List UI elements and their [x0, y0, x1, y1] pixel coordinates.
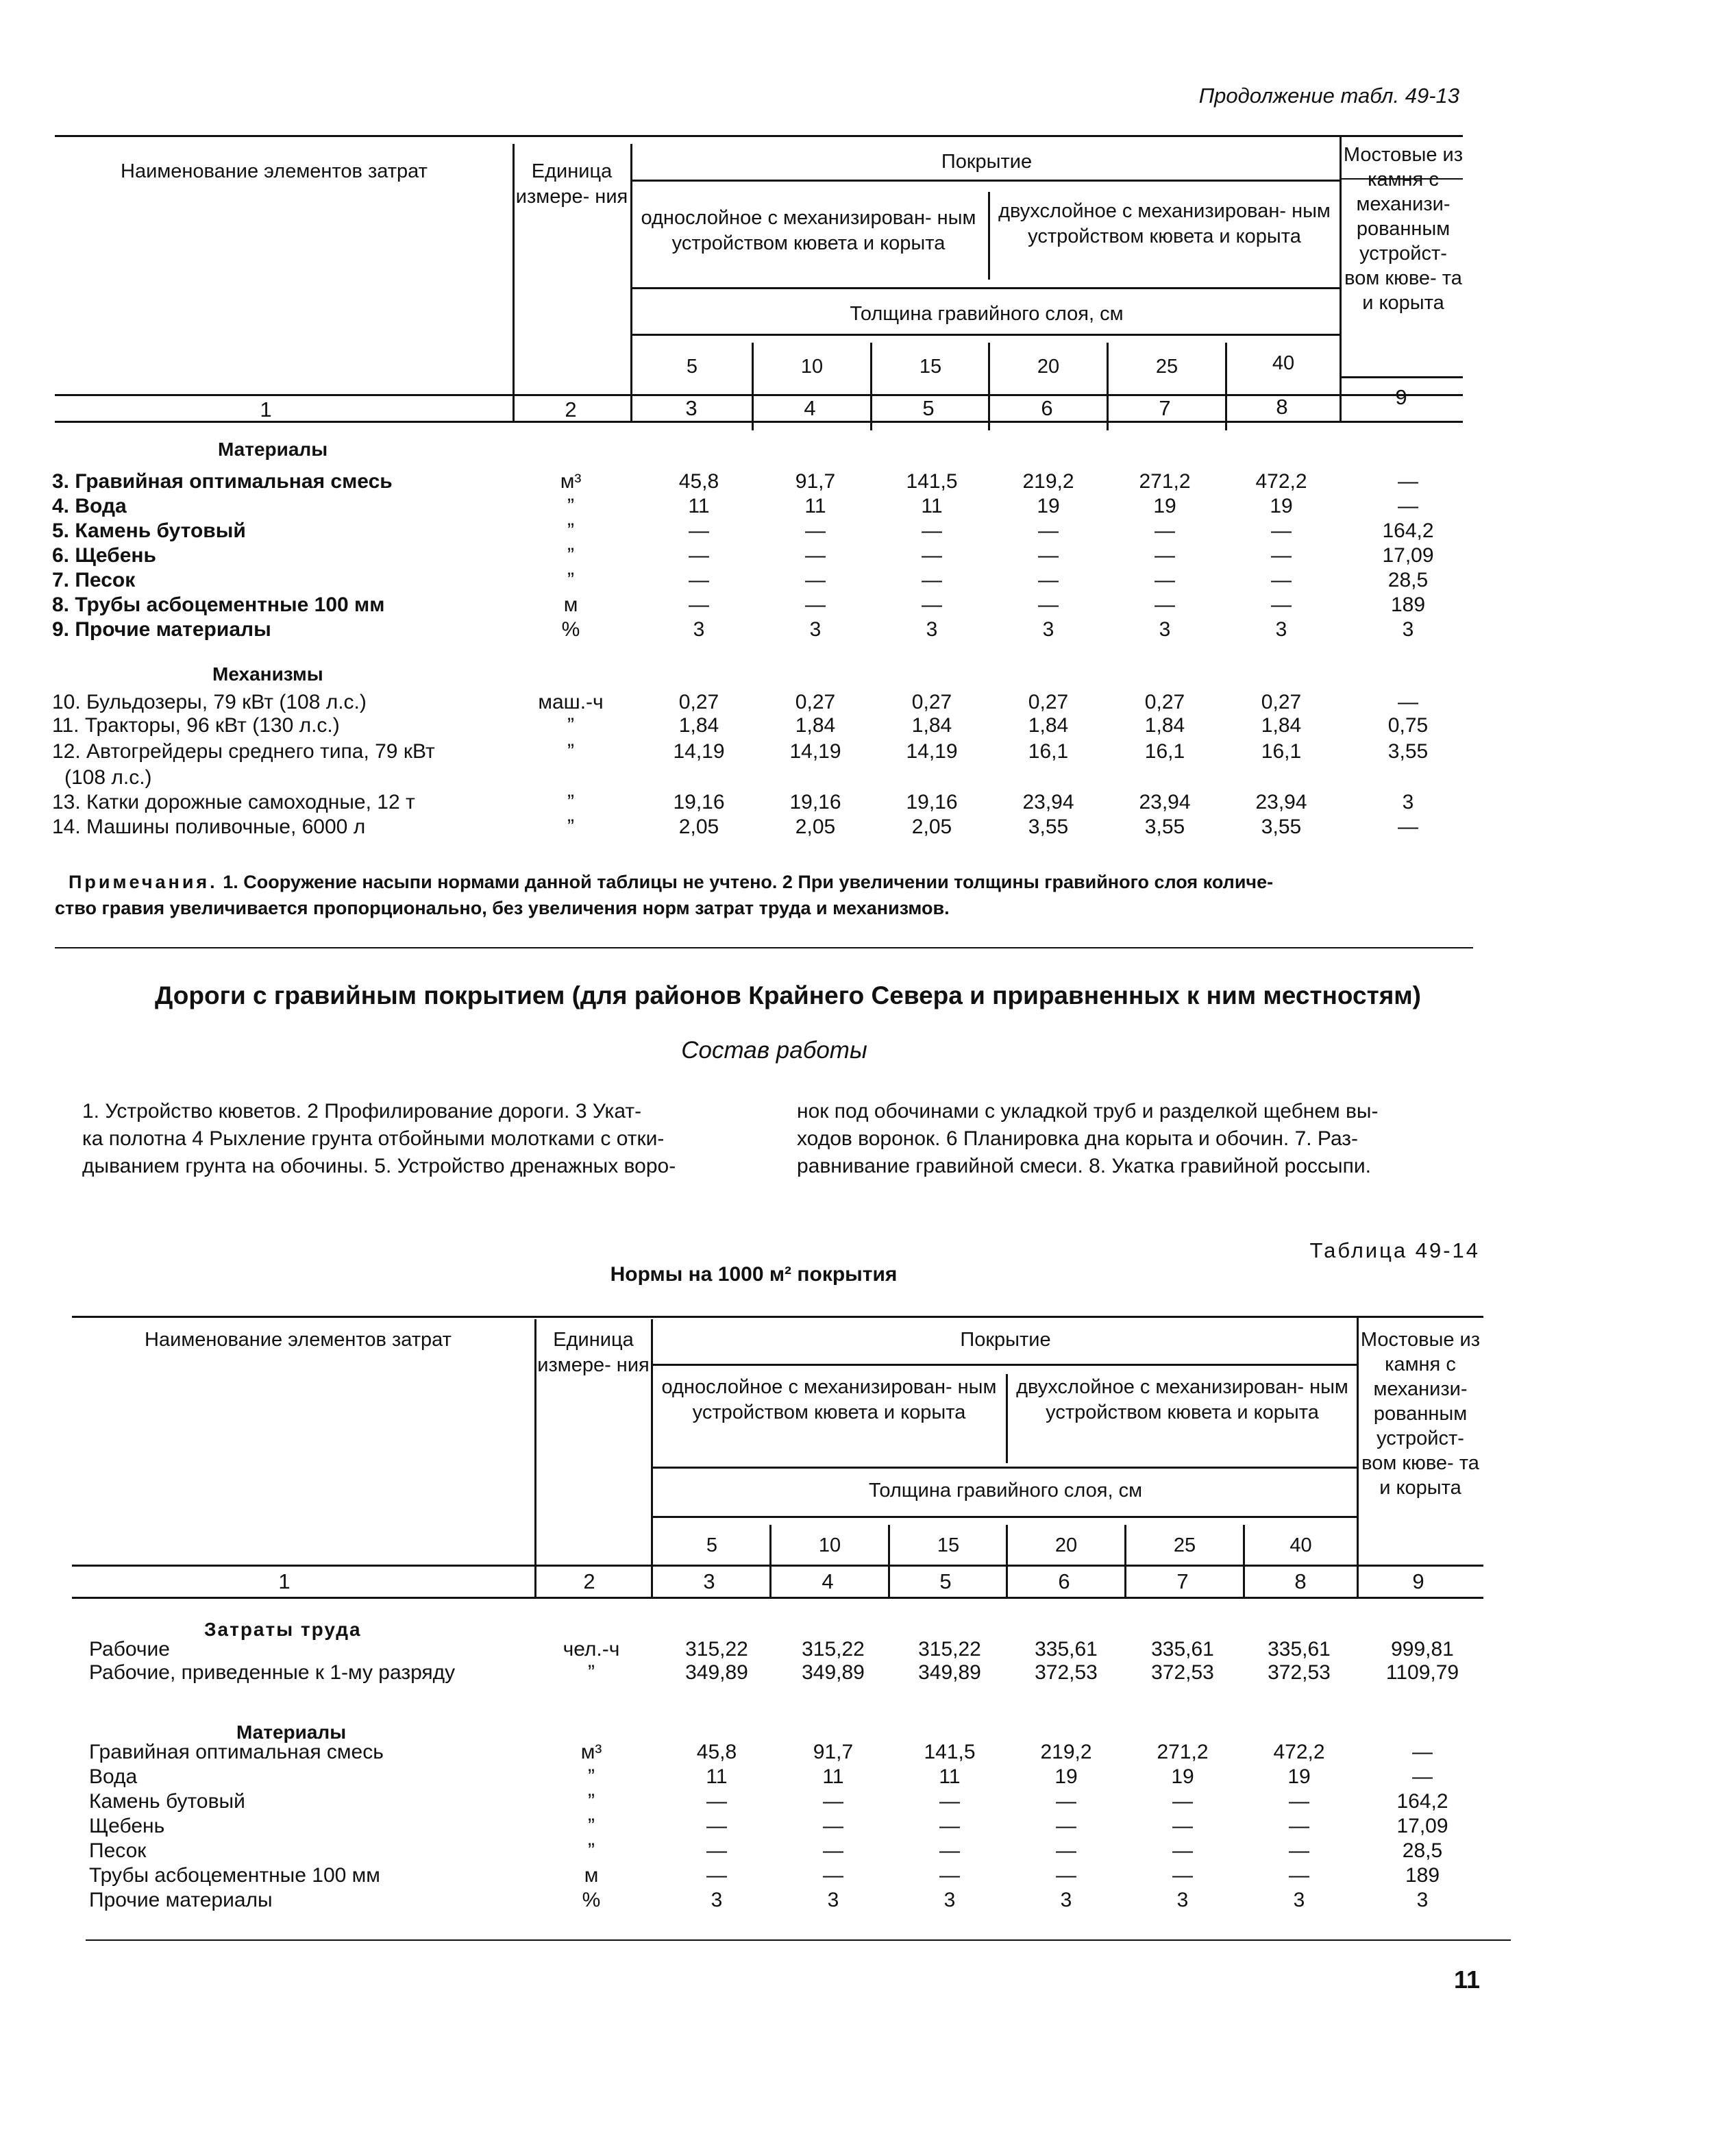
- work-title: Состав работы: [681, 1037, 867, 1064]
- cell-value: 1,84: [1144, 714, 1185, 737]
- cell-value: 11: [822, 1765, 844, 1788]
- cell-value: 349,89: [802, 1661, 865, 1684]
- col-number: 6: [1041, 396, 1053, 420]
- section-machines: Механизмы: [212, 663, 323, 685]
- rule: [630, 334, 1340, 336]
- thickness-10: 10: [818, 1534, 841, 1556]
- cell-value: 16,1: [1261, 740, 1302, 763]
- cell-value: 164,2: [1396, 1790, 1448, 1813]
- section-title: Дороги с гравийным покрытием (для районов Крайнего Севера и приравненных к ним местностям): [155, 981, 1421, 1009]
- cell-value: 16,1: [1144, 740, 1185, 763]
- cell-value: 17,09: [1396, 1815, 1448, 1837]
- cell-value: —: [823, 1864, 843, 1887]
- row-unit: ”: [588, 1661, 595, 1684]
- row-name: 10. Бульдозеры, 79 кВт (108 л.с.): [52, 691, 367, 713]
- cell-value: 349,89: [685, 1661, 748, 1684]
- header-thickness: Толщина гравийного слоя, см: [868, 1480, 1143, 1502]
- header-paving: Мостовые из камня с механизи- рованным устройст- вом кюве- та и корыта: [1343, 144, 1464, 314]
- cell-value: 141,5: [906, 470, 958, 493]
- table-row: [0, 593, 1728, 620]
- col-number: 5: [922, 396, 935, 420]
- cell-value: —: [922, 519, 942, 542]
- cell-value: —: [1172, 1790, 1193, 1813]
- table-row: [0, 1790, 1728, 1816]
- cell-value: —: [1398, 470, 1418, 493]
- thickness-15: 15: [937, 1534, 960, 1556]
- cell-value: —: [1056, 1790, 1076, 1813]
- row-name: 7. Песок: [52, 569, 136, 591]
- row-unit: ”: [567, 569, 574, 591]
- col-number: 1: [278, 1569, 291, 1593]
- rule: [513, 144, 515, 421]
- cell-value: —: [1398, 495, 1418, 517]
- cell-value: 91,7: [813, 1741, 854, 1763]
- cell-value: —: [1289, 1864, 1309, 1887]
- cell-value: —: [1271, 544, 1292, 567]
- cell-value: 11: [688, 495, 710, 517]
- cell-value: 3: [1042, 618, 1054, 641]
- rule: [630, 287, 1340, 289]
- section-materials: Материалы: [236, 1722, 347, 1743]
- cell-value: 472,2: [1255, 470, 1307, 493]
- cell-value: —: [823, 1790, 843, 1813]
- table-row: [0, 1741, 1728, 1767]
- col-number: 1: [260, 397, 272, 421]
- rule: [630, 180, 1340, 182]
- rule: [55, 135, 1463, 137]
- cell-value: —: [1271, 593, 1292, 616]
- rule: [651, 1319, 653, 1597]
- header-single: однослойное с механизирован- ным устройством кювета и корыта: [661, 1376, 997, 1423]
- header-thickness: Толщина гравийного слоя, см: [850, 303, 1124, 325]
- cell-value: 189: [1405, 1864, 1440, 1887]
- thickness-10: 10: [800, 356, 824, 378]
- cell-value: 315,22: [802, 1638, 865, 1661]
- col-number: 3: [685, 396, 698, 420]
- table-row: [0, 495, 1728, 521]
- cell-value: —: [805, 544, 826, 567]
- cell-value: —: [1172, 1864, 1193, 1887]
- thickness-25: 25: [1155, 356, 1178, 378]
- rule: [1340, 384, 1342, 421]
- cell-value: 14,19: [673, 740, 725, 763]
- cell-value: 0,27: [911, 691, 952, 713]
- cell-value: 19: [1153, 495, 1176, 517]
- cell-value: 3: [1293, 1889, 1305, 1911]
- row-unit: маш.-ч: [538, 691, 604, 713]
- row-unit: ”: [567, 816, 574, 838]
- col-number: 9: [1395, 385, 1407, 409]
- cell-value: 3: [1402, 791, 1414, 813]
- cell-value: 2,05: [678, 816, 719, 838]
- cell-value: 2,05: [795, 816, 836, 838]
- cell-value: 16,1: [1028, 740, 1069, 763]
- cell-value: 14,19: [789, 740, 841, 763]
- cell-value: 335,61: [1151, 1638, 1214, 1661]
- rule: [55, 394, 1463, 396]
- row-name-continuation: (108 л.с.): [64, 766, 152, 789]
- row-unit: ”: [567, 714, 574, 737]
- cell-value: 372,53: [1151, 1661, 1214, 1684]
- rule: [651, 1364, 1357, 1366]
- section-labor: Затраты труда: [204, 1619, 362, 1640]
- cell-value: —: [1398, 691, 1418, 713]
- col-number: 2: [583, 1569, 595, 1593]
- row-name: 3. Гравийная оптимальная смесь: [52, 470, 393, 493]
- rule: [55, 947, 1473, 948]
- cell-value: —: [1289, 1839, 1309, 1862]
- cell-value: 11: [921, 495, 943, 517]
- cell-value: —: [1289, 1815, 1309, 1837]
- cell-value: 3: [1402, 618, 1414, 641]
- cell-value: —: [1155, 544, 1175, 567]
- cell-value: 11: [706, 1765, 728, 1788]
- row-unit: ”: [567, 519, 574, 542]
- cell-value: 3,55: [1144, 816, 1185, 838]
- work-line: 1. Устройство кюветов. 2 Профилирование дороги. 3 Укат-: [82, 1100, 642, 1123]
- cell-value: —: [1038, 569, 1059, 591]
- work-line: дыванием грунта на обочины. 5. Устройство дренажных воро-: [82, 1155, 676, 1177]
- cell-value: —: [1155, 593, 1175, 616]
- cell-value: —: [1172, 1839, 1193, 1862]
- cell-value: 3: [926, 618, 938, 641]
- row-name: Рабочие: [89, 1638, 170, 1661]
- cell-value: 0,27: [1261, 691, 1302, 713]
- row-unit: м: [584, 1864, 599, 1887]
- cell-value: —: [1398, 816, 1418, 838]
- col-number: 8: [1294, 1569, 1307, 1593]
- cell-value: 315,22: [685, 1638, 748, 1661]
- row-unit: %: [582, 1889, 601, 1911]
- thickness-20: 20: [1037, 356, 1060, 378]
- cell-value: 335,61: [1035, 1638, 1098, 1661]
- header-single: однослойное с механизирован- ным устройством кювета и корыта: [641, 207, 976, 254]
- work-line: нок под обочинами с укладкой труб и разделкой щебнем вы-: [797, 1100, 1379, 1123]
- col-number: 9: [1412, 1569, 1424, 1593]
- header-name: Наименование элементов затрат: [121, 160, 428, 182]
- cell-value: 14,19: [906, 740, 958, 763]
- row-name: 14. Машины поливочные, 6000 л: [52, 816, 366, 838]
- cell-value: 28,5: [1402, 1839, 1443, 1862]
- section-materials: Материалы: [218, 439, 328, 460]
- cell-value: —: [1289, 1790, 1309, 1813]
- cell-value: —: [689, 519, 709, 542]
- cell-value: 19: [1171, 1765, 1194, 1788]
- cell-value: —: [1038, 544, 1059, 567]
- header-unit: Единица измере- ния: [537, 1329, 650, 1376]
- header-cover: Покрытие: [941, 151, 1033, 173]
- page-number: 11: [1453, 1965, 1480, 1994]
- cell-value: 372,53: [1268, 1661, 1331, 1684]
- cell-value: —: [1271, 519, 1292, 542]
- note-text: 1. Сооружение насыпи нормами данной таблицы не учтено. 2 При увеличении толщины гравийного слоя количе-: [223, 872, 1274, 892]
- cell-value: 315,22: [918, 1638, 981, 1661]
- rule: [1006, 1374, 1008, 1463]
- table-caption: Нормы на 1000 м² покрытия: [610, 1263, 898, 1286]
- row-name: 13. Катки дорожные самоходные, 12 т: [52, 791, 415, 813]
- row-name: 11. Тракторы, 96 кВт (130 л.с.): [52, 714, 340, 737]
- cell-value: 19: [1287, 1765, 1311, 1788]
- row-unit: ”: [567, 495, 574, 517]
- notes: [55, 869, 1466, 921]
- table-row: [0, 1815, 1728, 1841]
- cell-value: 1,84: [678, 714, 719, 737]
- table-row: [0, 714, 1728, 740]
- row-name: Щебень: [89, 1815, 165, 1837]
- work-line: ходов воронок. 6 Планировка дна корыта и обочин. 7. Раз-: [797, 1127, 1359, 1150]
- table-row: [0, 544, 1728, 570]
- cell-value: —: [1155, 519, 1175, 542]
- work-line: ка полотна 4 Рыхление грунта отбойными молотками с отки-: [82, 1127, 665, 1150]
- table-row: [0, 1889, 1728, 1915]
- cell-value: —: [1412, 1741, 1433, 1763]
- cell-value: 1,84: [911, 714, 952, 737]
- thickness-25: 25: [1173, 1534, 1196, 1556]
- table-row: [0, 791, 1728, 817]
- col-number: 4: [822, 1569, 834, 1593]
- table-row: [0, 470, 1728, 496]
- row-name: Вода: [89, 1765, 138, 1788]
- cell-value: —: [1038, 519, 1059, 542]
- cell-value: 11: [804, 495, 826, 517]
- cell-value: 11: [939, 1765, 961, 1788]
- cell-value: 28,5: [1387, 569, 1429, 591]
- cell-value: 3: [1060, 1889, 1072, 1911]
- notes-label: Примечания.: [69, 872, 218, 892]
- cell-value: 19,16: [906, 791, 958, 813]
- col-number: 8: [1276, 395, 1288, 419]
- cell-value: —: [706, 1815, 727, 1837]
- cell-value: 335,61: [1268, 1638, 1331, 1661]
- cell-value: —: [1056, 1864, 1076, 1887]
- cell-value: —: [689, 569, 709, 591]
- col-number: 3: [703, 1569, 715, 1593]
- cell-value: —: [805, 569, 826, 591]
- rule: [651, 1467, 1357, 1469]
- cell-value: 19: [1037, 495, 1060, 517]
- row-unit: ”: [588, 1790, 595, 1813]
- cell-value: 0,27: [1028, 691, 1069, 713]
- cell-value: 45,8: [696, 1741, 737, 1763]
- row-unit: ”: [588, 1815, 595, 1837]
- cell-value: 3: [1159, 618, 1171, 641]
- table-row: [0, 740, 1728, 789]
- cell-value: 3: [827, 1889, 839, 1911]
- cell-value: —: [1172, 1815, 1193, 1837]
- row-unit: ”: [567, 544, 574, 567]
- rule: [72, 1597, 1483, 1599]
- table-row: [0, 816, 1728, 842]
- thickness-20: 20: [1054, 1534, 1078, 1556]
- cell-value: 0,27: [795, 691, 836, 713]
- cell-value: 3: [1176, 1889, 1189, 1911]
- cell-value: —: [1056, 1815, 1076, 1837]
- row-unit: м³: [560, 470, 582, 493]
- header-paving: Мостовые из камня с механизи- рованным устройст- вом кюве- та и корыта: [1360, 1329, 1481, 1499]
- row-name: 4. Вода: [52, 495, 127, 517]
- cell-value: 3,55: [1028, 816, 1069, 838]
- cell-value: —: [922, 544, 942, 567]
- row-unit: ”: [567, 740, 574, 763]
- col-number: 4: [804, 396, 816, 420]
- cell-value: 17,09: [1382, 544, 1434, 567]
- continuation-label: Продолжение табл. 49-13: [1198, 84, 1459, 108]
- header-name: Наименование элементов затрат: [145, 1329, 452, 1351]
- header-cover: Покрытие: [960, 1329, 1051, 1351]
- work-text-left: [82, 1098, 726, 1180]
- header-double: двухслойное с механизирован- ным устройством кювета и корыта: [1016, 1376, 1348, 1423]
- rule: [1340, 376, 1463, 378]
- col-number: 7: [1159, 396, 1171, 420]
- row-unit: ”: [588, 1839, 595, 1862]
- cell-value: 189: [1390, 593, 1426, 616]
- row-name: 8. Трубы асбоцементные 100 мм: [52, 593, 385, 616]
- cell-value: 164,2: [1382, 519, 1434, 542]
- cell-value: 45,8: [678, 470, 719, 493]
- cell-value: —: [939, 1790, 960, 1813]
- cell-value: 23,94: [1255, 791, 1307, 813]
- rule: [988, 192, 990, 280]
- rule: [72, 1316, 1483, 1318]
- work-text-right: [797, 1098, 1468, 1180]
- cell-value: 3: [1275, 618, 1287, 641]
- cell-value: —: [706, 1790, 727, 1813]
- cell-value: —: [922, 569, 942, 591]
- cell-value: 372,53: [1035, 1661, 1098, 1684]
- table-row: [0, 1864, 1728, 1890]
- cell-value: 19: [1270, 495, 1293, 517]
- col-number: 6: [1058, 1569, 1070, 1593]
- cell-value: 19: [1054, 1765, 1078, 1788]
- row-unit: м: [563, 593, 578, 616]
- table-row: [0, 519, 1728, 546]
- cell-value: 3: [711, 1889, 723, 1911]
- col-number: 2: [565, 397, 577, 421]
- cell-value: —: [805, 519, 826, 542]
- cell-value: —: [1271, 569, 1292, 591]
- cell-value: —: [1038, 593, 1059, 616]
- cell-value: —: [823, 1839, 843, 1862]
- cell-value: 1,84: [795, 714, 836, 737]
- cell-value: 0,27: [678, 691, 719, 713]
- thickness-40: 40: [1272, 352, 1295, 374]
- rule: [72, 1565, 1483, 1567]
- row-name: 12. Автогрейдеры среднего типа, 79 кВт: [52, 740, 435, 763]
- row-name: Камень бутовый: [89, 1790, 245, 1813]
- cell-value: 1,84: [1028, 714, 1069, 737]
- table-row: [0, 1638, 1728, 1664]
- row-unit: чел.-ч: [563, 1638, 620, 1661]
- cell-value: 2,05: [911, 816, 952, 838]
- cell-value: 23,94: [1022, 791, 1074, 813]
- cell-value: —: [689, 593, 709, 616]
- thickness-15: 15: [919, 356, 942, 378]
- rule: [86, 1939, 1511, 1941]
- cell-value: —: [805, 593, 826, 616]
- header-double: двухслойное с механизирован- ным устройством кювета и корыта: [998, 200, 1331, 247]
- cell-value: 0,75: [1387, 714, 1429, 737]
- cell-value: 3: [943, 1889, 956, 1911]
- thickness-5: 5: [686, 356, 698, 378]
- col-number: 5: [939, 1569, 952, 1593]
- row-name: 6. Щебень: [52, 544, 156, 567]
- row-name: 5. Камень бутовый: [52, 519, 246, 542]
- cell-value: —: [939, 1815, 960, 1837]
- cell-value: 219,2: [1040, 1741, 1092, 1763]
- cell-value: —: [1155, 569, 1175, 591]
- cell-value: —: [1412, 1765, 1433, 1788]
- cell-value: 1,84: [1261, 714, 1302, 737]
- cell-value: 1109,79: [1385, 1661, 1459, 1684]
- row-name: Песок: [89, 1839, 147, 1862]
- cell-value: —: [706, 1864, 727, 1887]
- table-row: [0, 1661, 1728, 1687]
- table-row: [0, 1765, 1728, 1791]
- cell-value: 3: [1416, 1889, 1429, 1911]
- rule: [651, 1516, 1357, 1518]
- row-unit: ”: [588, 1765, 595, 1788]
- row-unit: %: [561, 618, 580, 641]
- cell-value: 999,81: [1391, 1638, 1454, 1661]
- cell-value: 271,2: [1139, 470, 1191, 493]
- cell-value: 91,7: [795, 470, 836, 493]
- table-label: Таблица 49-14: [1309, 1238, 1480, 1262]
- table-row: [0, 1839, 1728, 1865]
- cell-value: 19,16: [673, 791, 725, 813]
- work-line: равнивание гравийной смеси. 8. Укатка гравийной россыпи.: [797, 1155, 1371, 1177]
- cell-value: 3: [693, 618, 705, 641]
- row-unit: м³: [580, 1741, 602, 1763]
- cell-value: —: [922, 593, 942, 616]
- rule: [630, 144, 632, 421]
- thickness-5: 5: [706, 1534, 718, 1556]
- row-name: Рабочие, приведенные к 1-му разряду: [89, 1661, 456, 1684]
- cell-value: 19,16: [789, 791, 841, 813]
- cell-value: —: [1056, 1839, 1076, 1862]
- cell-value: 472,2: [1273, 1741, 1325, 1763]
- row-name: Трубы асбоцементные 100 мм: [89, 1864, 380, 1887]
- table-row: [0, 569, 1728, 595]
- cell-value: 141,5: [924, 1741, 976, 1763]
- cell-value: 23,94: [1139, 791, 1191, 813]
- table-row: [0, 618, 1728, 644]
- cell-value: —: [689, 544, 709, 567]
- cell-value: 349,89: [918, 1661, 981, 1684]
- cell-value: 3,55: [1261, 816, 1302, 838]
- header-unit: Единица измере- ния: [515, 160, 628, 208]
- col-number: 7: [1176, 1569, 1189, 1593]
- cell-value: —: [939, 1839, 960, 1862]
- row-name: Гравийная оптимальная смесь: [89, 1741, 384, 1763]
- cell-value: —: [939, 1864, 960, 1887]
- cell-value: 3: [809, 618, 822, 641]
- thickness-40: 40: [1289, 1534, 1312, 1556]
- row-unit: ”: [567, 791, 574, 813]
- cell-value: —: [823, 1815, 843, 1837]
- row-name: Прочие материалы: [89, 1889, 273, 1911]
- cell-value: 0,27: [1144, 691, 1185, 713]
- cell-value: 219,2: [1022, 470, 1074, 493]
- cell-value: 3,55: [1387, 740, 1429, 763]
- table-row: [0, 691, 1728, 717]
- note-text: ство гравия увеличивается пропорционально, без увеличения норм затрат труда и механизмов.: [55, 898, 950, 918]
- cell-value: —: [706, 1839, 727, 1862]
- cell-value: 271,2: [1157, 1741, 1209, 1763]
- row-name: 9. Прочие материалы: [52, 618, 271, 641]
